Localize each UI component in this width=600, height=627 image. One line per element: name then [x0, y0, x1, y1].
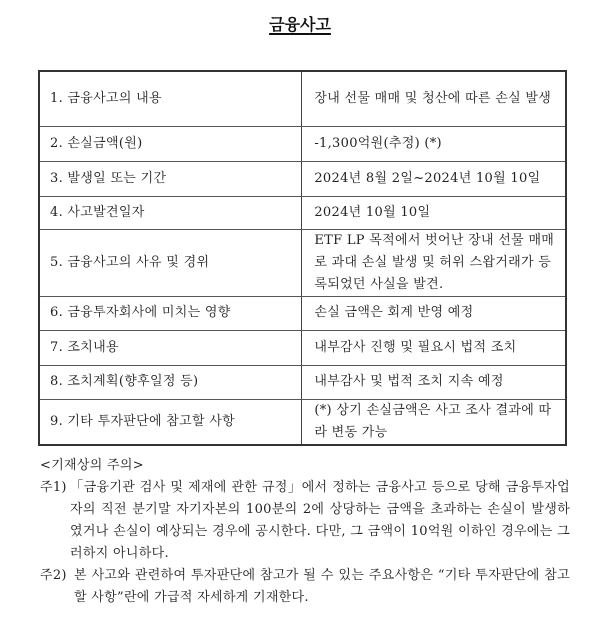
row-value-discovery-date: 2024년 10월 10일: [302, 196, 566, 229]
row-value-other-notes: (*) 상기 손실금액은 사고 조사 결과에 따라 변동 가능: [302, 399, 566, 445]
row-value-occurrence-period: 2024년 8월 2일~2024년 10월 10일: [302, 161, 566, 196]
table-row: [39, 71, 566, 126]
note-text: 본 사고와 관련하여 투자판단에 참고가 될 수 있는 주요사항은 “기타 투자판단에 참고할 사항”란에 가급적 자세하게 기재한다.: [74, 568, 570, 605]
row-value-cause: ETF LP 목적에서 벗어난 장내 선물 매매로 과대 손실 발생 및 허위 스왑거래가 등록되었던 사실을 발견.: [302, 229, 566, 296]
notes-heading: <기재상의 주의>: [40, 458, 144, 473]
table-row: [39, 365, 566, 399]
note-item: [40, 477, 570, 565]
row-label-discovery-date: 4. 사고발견일자: [39, 196, 302, 229]
incident-info-table: [38, 70, 567, 446]
row-label-other-notes: 9. 기타 투자판단에 참고할 사항: [39, 399, 302, 445]
row-value-loss-amount: -1,300억원(추정) (*): [302, 126, 566, 161]
row-label-impact: 6. 금융투자회사에 미치는 영향: [39, 296, 302, 330]
table-row: [39, 126, 566, 161]
row-value-incident-content: 장내 선물 매매 및 청산에 따른 손실 발생: [302, 71, 566, 126]
row-label-incident-content: 1. 금융사고의 내용: [39, 71, 302, 126]
table-row: [39, 330, 566, 365]
document-title-text: 금융사고: [269, 15, 331, 34]
row-label-occurrence-period: 3. 발생일 또는 기간: [39, 161, 302, 196]
table-row: [39, 196, 566, 229]
row-value-actions-taken: 내부감사 진행 및 필요시 법적 조치: [302, 330, 566, 365]
document-title: [0, 12, 600, 35]
note-marker: 주2): [40, 568, 67, 583]
row-value-action-plan: 내부감사 및 법적 조치 지속 예정: [302, 365, 566, 399]
row-label-actions-taken: 7. 조치내용: [39, 330, 302, 365]
row-value-impact: 손실 금액은 회계 반영 예정: [302, 296, 566, 330]
note-marker: 주1): [40, 480, 67, 495]
row-label-action-plan: 8. 조치계획(향후일정 등): [39, 365, 302, 399]
note-text: 「금융기관 검사 및 제재에 관한 규정」에서 정하는 금융사고 등으로 당해 금융투자업자의 직전 분기말 자기자본의 100분의 2에 상당하는 금액을 초과하는 손실이 발생하였거나 손실이 예상되는 경우에 공시한다. 다만, 그 금액이 10억원 이하인 경우에는 그러하지 아니하다.: [70, 480, 570, 561]
filing-notes: [40, 455, 570, 609]
table-row: [39, 399, 566, 445]
row-label-cause: 5. 금융사고의 사유 및 경위: [39, 229, 302, 296]
table-row: [39, 161, 566, 196]
note-item: [40, 565, 570, 609]
table-row: [39, 296, 566, 330]
row-label-loss-amount: 2. 손실금액(원): [39, 126, 302, 161]
table-row: [39, 229, 566, 296]
